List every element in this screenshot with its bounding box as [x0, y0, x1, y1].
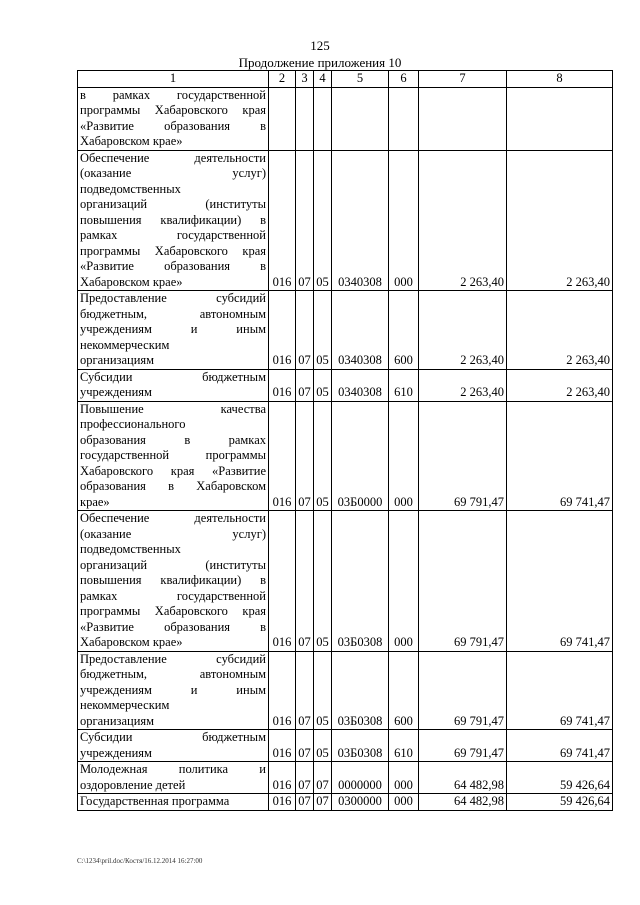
amount-first: 64 482,98: [419, 762, 507, 794]
target-article-code: 03Б0308: [332, 511, 389, 652]
ministry-code: [269, 87, 296, 150]
description-line: подведомственных: [80, 542, 181, 556]
table-row: [78, 794, 613, 811]
target-article-code: 03Б0308: [332, 730, 389, 762]
description-line: организациям: [80, 353, 155, 367]
ministry-code: 016: [269, 730, 296, 762]
ministry-code: 016: [269, 291, 296, 370]
table-row: [78, 150, 613, 291]
description-line: учреждениям: [80, 385, 152, 399]
description-line: учреждениям и иным: [80, 322, 266, 336]
amount-second: 2 263,40: [507, 369, 613, 401]
amount-first: 2 263,40: [419, 291, 507, 370]
ministry-code: 016: [269, 150, 296, 291]
column-header: 1: [78, 71, 269, 88]
description-line: «Развитие образования в: [80, 118, 266, 133]
description-line: рамках государственной: [80, 588, 266, 603]
column-header: 7: [419, 71, 507, 88]
subsection-code: [314, 87, 332, 150]
amount-second: 59 426,64: [507, 794, 613, 811]
description-line: подведомственных: [80, 181, 181, 196]
subsection-code: 05: [314, 511, 332, 652]
budget-table: [77, 70, 613, 811]
amount-second: 2 263,40: [507, 291, 613, 370]
expense-type-code: 000: [389, 150, 419, 291]
amount-second: 2 263,40: [507, 150, 613, 291]
description-line: программы Хабаровского края: [80, 604, 266, 618]
description-line: (оказание услуг): [80, 166, 266, 180]
description-line: учреждениям и иным: [80, 682, 266, 697]
amount-first: 69 791,47: [419, 401, 507, 511]
description-line: Обеспечение деятельности: [80, 150, 266, 165]
amount-first: 2 263,40: [419, 369, 507, 401]
section-code: 07: [296, 369, 314, 401]
table-row: [78, 87, 613, 150]
expense-type-code: 610: [389, 369, 419, 401]
subsection-code: 05: [314, 730, 332, 762]
row-description: [78, 150, 269, 291]
description-line: крае»: [80, 494, 110, 509]
amount-second: 69 741,47: [507, 511, 613, 652]
description-line: программы Хабаровского края: [80, 103, 266, 117]
table-row: [78, 762, 613, 794]
description-line: Повышение качества: [80, 401, 266, 416]
section-code: 07: [296, 511, 314, 652]
description-line: бюджетным, автономным: [80, 306, 266, 321]
description-line: повышения квалификации) в: [80, 212, 266, 227]
section-code: 07: [296, 401, 314, 511]
section-code: 07: [296, 730, 314, 762]
description-line: «Развитие образования в: [80, 259, 266, 273]
amount-second: 59 426,64: [507, 762, 613, 794]
continuation-title: Продолжение приложения 10: [238, 55, 402, 70]
amount-first: 69 791,47: [419, 511, 507, 652]
subsection-code: 05: [314, 291, 332, 370]
description-line: Хабаровском крае»: [80, 635, 183, 649]
description-line: организациям: [80, 713, 155, 728]
description-line: образования в рамках: [80, 432, 266, 447]
ministry-code: 016: [269, 511, 296, 652]
target-article-code: 03Б0000: [332, 401, 389, 511]
description-line: профессионального: [80, 417, 186, 431]
description-line: Хабаровском крае»: [80, 134, 183, 148]
expense-type-code: 000: [389, 794, 419, 811]
description-line: учреждениям: [80, 745, 152, 760]
row-description: [78, 730, 269, 762]
page-number: 125: [310, 38, 330, 53]
column-header: 8: [507, 71, 613, 88]
row-description: [78, 87, 269, 150]
amount-second: [507, 87, 613, 150]
description-line: организаций (институты: [80, 197, 266, 211]
table-body: [78, 87, 613, 810]
description-line: образования в Хабаровском: [80, 479, 266, 493]
description-line: Обеспечение деятельности: [80, 511, 266, 525]
subsection-code: 05: [314, 369, 332, 401]
expense-type-code: 610: [389, 730, 419, 762]
row-description: [78, 651, 269, 730]
description-line: Хабаровском крае»: [80, 274, 183, 289]
section-code: 07: [296, 150, 314, 291]
section-code: 07: [296, 291, 314, 370]
amount-second: 69 741,47: [507, 401, 613, 511]
ministry-code: 016: [269, 794, 296, 811]
description-line: Предоставление субсидий: [80, 651, 266, 666]
table-row: [78, 369, 613, 401]
table-row: [78, 651, 613, 730]
table-row: [78, 291, 613, 370]
description-line: бюджетным, автономным: [80, 667, 266, 681]
target-article-code: 0340308: [332, 369, 389, 401]
row-description: [78, 291, 269, 370]
subsection-code: 05: [314, 401, 332, 511]
section-code: 07: [296, 651, 314, 730]
table-row: [78, 511, 613, 652]
table-row: [78, 730, 613, 762]
ministry-code: 016: [269, 651, 296, 730]
row-description: [78, 762, 269, 794]
amount-first: 64 482,98: [419, 794, 507, 811]
subsection-code: 05: [314, 651, 332, 730]
column-header: 3: [296, 71, 314, 88]
subsection-code: 07: [314, 794, 332, 811]
target-article-code: 0300000: [332, 794, 389, 811]
section-code: 07: [296, 794, 314, 811]
description-line: Молодежная политика и: [80, 762, 266, 776]
description-line: организаций (институты: [80, 557, 266, 572]
description-line: некоммерческим: [80, 337, 170, 352]
description-line: Субсидии бюджетным: [80, 730, 266, 744]
section-code: 07: [296, 762, 314, 794]
row-description: [78, 369, 269, 401]
row-description: [78, 511, 269, 652]
file-path-footer: C:\1234\pril.doc/Костя/16.12.2014 16:27:00: [77, 857, 203, 865]
description-line: государственной программы: [80, 448, 266, 462]
description-line: в рамках государственной: [80, 87, 266, 102]
description-line: «Развитие образования в: [80, 619, 266, 634]
expense-type-code: 600: [389, 651, 419, 730]
target-article-code: 0340308: [332, 150, 389, 291]
row-description: [78, 401, 269, 511]
description-line: рамках государственной: [80, 228, 266, 242]
subsection-code: 05: [314, 150, 332, 291]
target-article-code: 0000000: [332, 762, 389, 794]
expense-type-code: 000: [389, 511, 419, 652]
column-header: 5: [332, 71, 389, 88]
expense-type-code: 000: [389, 762, 419, 794]
amount-second: 69 741,47: [507, 730, 613, 762]
target-article-code: 03Б0308: [332, 651, 389, 730]
description-line: Хабаровского края «Развитие: [80, 463, 266, 478]
amount-first: [419, 87, 507, 150]
description-line: программы Хабаровского края: [80, 243, 266, 258]
row-description: [78, 794, 269, 811]
description-line: Предоставление субсидий: [80, 291, 266, 305]
amount-second: 69 741,47: [507, 651, 613, 730]
amount-first: 69 791,47: [419, 730, 507, 762]
description-line: оздоровление детей: [80, 777, 186, 792]
table-row: [78, 401, 613, 511]
section-code: [296, 87, 314, 150]
amount-first: 69 791,47: [419, 651, 507, 730]
description-line: некоммерческим: [80, 698, 170, 712]
description-line: повышения квалификации) в: [80, 573, 266, 587]
description-line: Государственная программа: [80, 794, 230, 808]
ministry-code: 016: [269, 762, 296, 794]
target-article-code: [332, 87, 389, 150]
expense-type-code: [389, 87, 419, 150]
description-line: (оказание услуг): [80, 526, 266, 541]
subsection-code: 07: [314, 762, 332, 794]
column-header: 4: [314, 71, 332, 88]
expense-type-code: 000: [389, 401, 419, 511]
amount-first: 2 263,40: [419, 150, 507, 291]
ministry-code: 016: [269, 401, 296, 511]
column-header: 2: [269, 71, 296, 88]
ministry-code: 016: [269, 369, 296, 401]
expense-type-code: 600: [389, 291, 419, 370]
target-article-code: 0340308: [332, 291, 389, 370]
header-row: [78, 71, 613, 88]
description-line: Субсидии бюджетным: [80, 369, 266, 384]
column-header: 6: [389, 71, 419, 88]
